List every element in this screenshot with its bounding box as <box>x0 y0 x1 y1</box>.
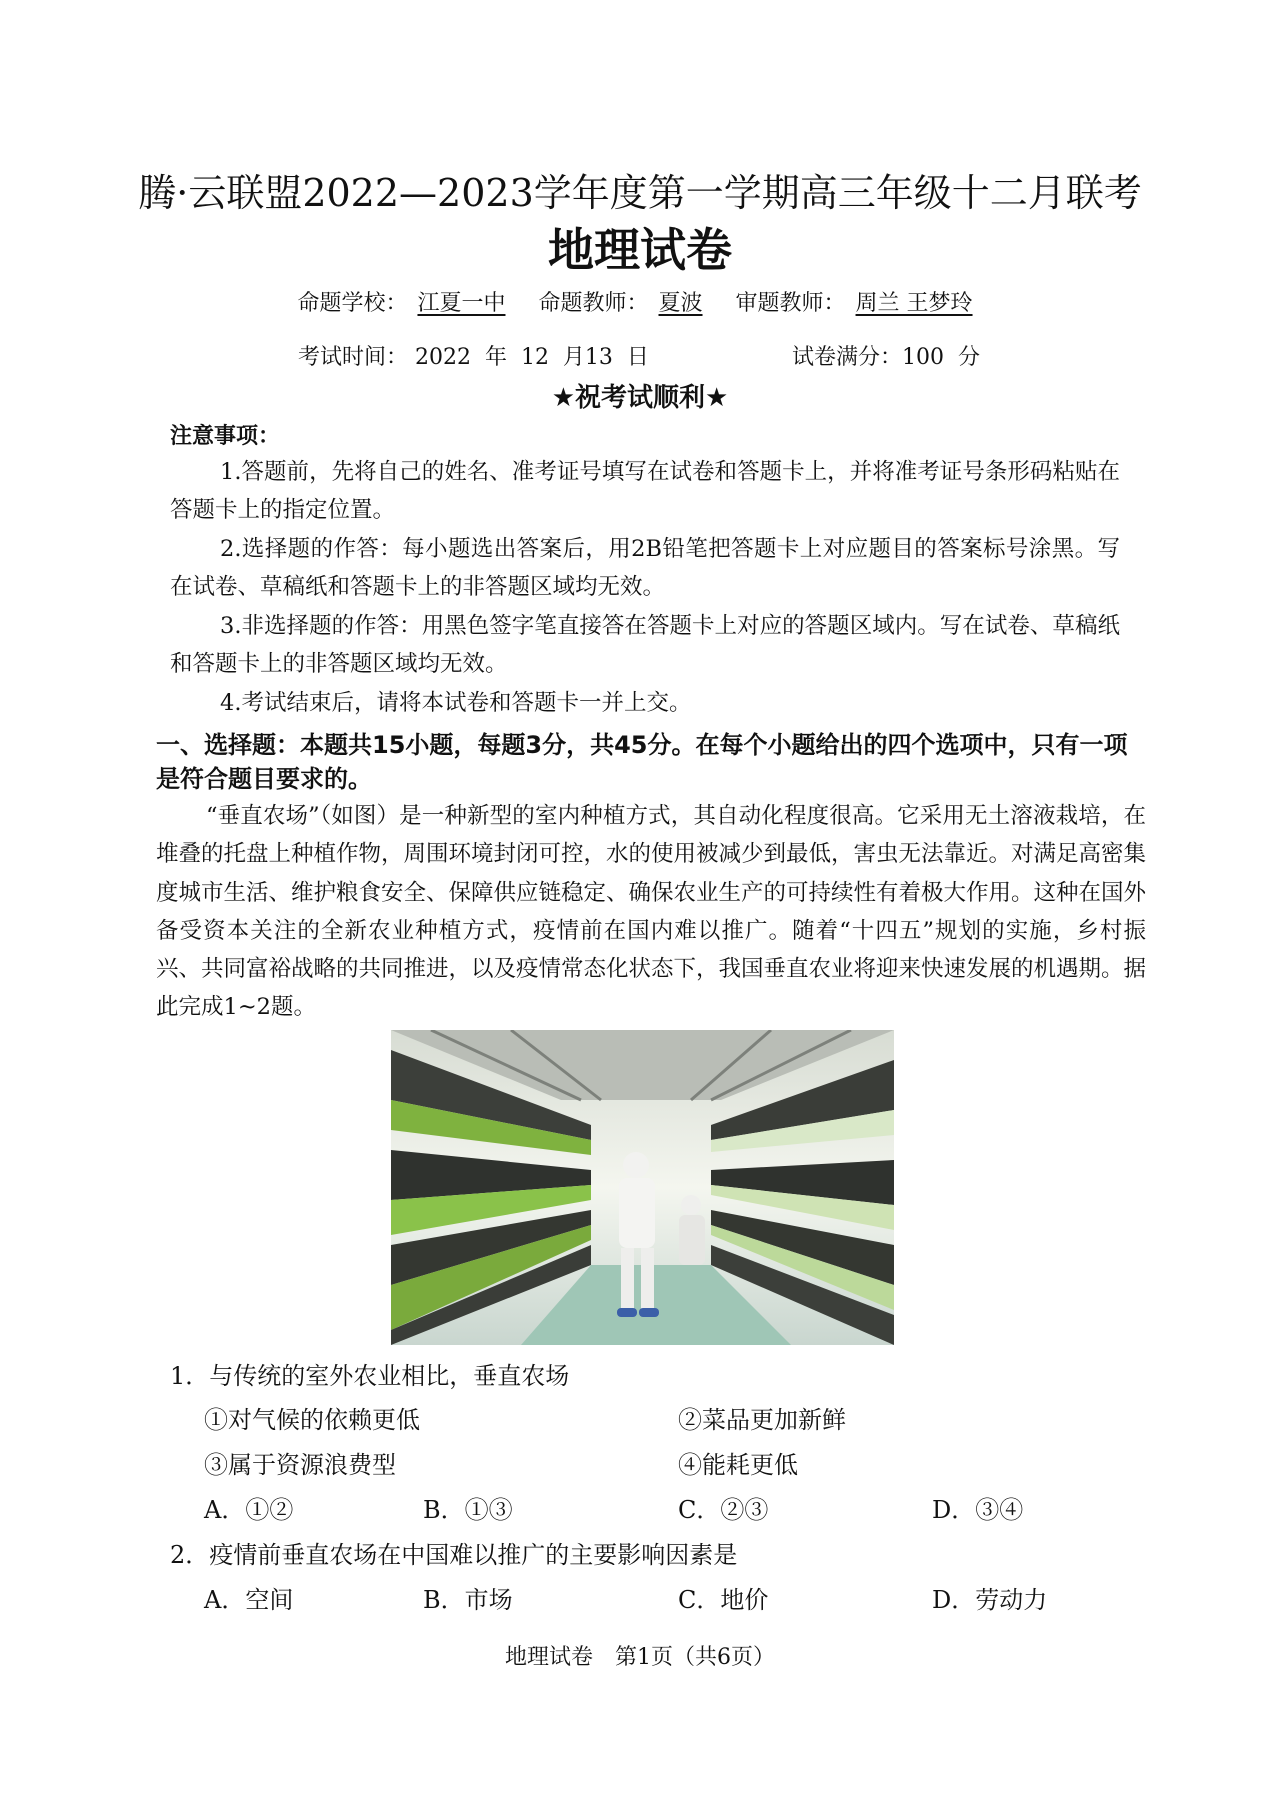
option-a: A．①② <box>204 1496 294 1524</box>
option-d: D．③④ <box>932 1496 1024 1524</box>
good-luck-banner: ★祝考试顺利★ <box>551 383 729 413</box>
exam-time: 考试时间： 2022 年 12 月13 日 <box>298 345 649 370</box>
notice-item: 4.考试结束后，请将本试卷和答题卡一并上交。 <box>220 690 692 716</box>
notice-item: 2.选择题的作答：每小题选出答案后，用2B铅笔把答题卡上对应题目的答案标号涂黑。写在试卷、草稿纸和答题卡上的非答题区域均无效。 <box>170 536 1120 600</box>
statement: ③属于资源浪费型 <box>204 1451 396 1479</box>
statement: ④能耗更低 <box>678 1451 798 1479</box>
subject-title: 地理试卷 <box>548 223 732 277</box>
option-b: B．①③ <box>423 1496 513 1524</box>
notice-item: 3.非选择题的作答：用黑色签字笔直接答在答题卡上对应的答题区域内。写在试卷、草稿纸和答题卡上的非答题区域均无效。 <box>170 613 1120 677</box>
page-footer: 地理试卷 第1页（共6页） <box>505 1645 775 1670</box>
section-heading: 一、选择题：本题共15小题，每题3分，共45分。在每个小题给出的四个选项中，只有一项是符合题目要求的。 <box>156 731 1128 793</box>
full-score: 试卷满分：100 分 <box>792 345 980 370</box>
statement: ②菜品更加新鲜 <box>678 1406 846 1434</box>
question-stem: 1．与传统的室外农业相比，垂直农场 <box>170 1362 570 1390</box>
proposer-school: 江夏一中 <box>417 291 506 316</box>
reviewer-label: 审题教师： <box>735 291 846 316</box>
exam-title: 腾·云联盟2022—2023学年度第一学期高三年级十二月联考 <box>138 171 1142 215</box>
proposer-teacher-label: 命题教师： <box>538 291 649 316</box>
proposer-teacher: 夏波 <box>658 291 703 316</box>
proposer-school-label: 命题学校： <box>297 291 408 316</box>
vertical-farm-photo <box>391 1030 894 1345</box>
option-a: A．空间 <box>204 1586 294 1614</box>
proposer-line <box>0 286 1280 317</box>
option-d: D．劳动力 <box>932 1586 1048 1614</box>
notice-heading: 注意事项： <box>170 424 281 449</box>
option-b: B．市场 <box>423 1586 513 1614</box>
statement: ①对气候的依赖更低 <box>204 1406 420 1434</box>
option-c: C．②③ <box>678 1496 769 1524</box>
option-c: C．地价 <box>678 1586 769 1614</box>
reviewers: 周兰 王梦玲 <box>855 291 973 316</box>
question-stem: 2．疫情前垂直农场在中国难以推广的主要影响因素是 <box>170 1541 738 1569</box>
material-paragraph: “垂直农场”（如图）是一种新型的室内种植方式，其自动化程度很高。它采用无土溶液栽培，在堆叠的托盘上种植作物，周围环境封闭可控，水的使用被减少到最低，害虫无法靠近。对满足高密集度城市生活、维护粮食安全、保障供应链稳定、确保农业生产的可持续性有着极大作用。这种在国外备受资本关注的全新农业种植方式，疫情前在国内难以推广。随着“十四五”规划的实施，乡村振兴、共同富裕战略的共同推进，以及疫情常态化状态下，我国垂直农业将迎来快速发展的机遇期。据此完成1~2题。 <box>156 803 1147 1021</box>
notice-item: 1.答题前，先将自己的姓名、准考证号填写在试卷和答题卡上，并将准考证号条形码粘贴在答题卡上的指定位置。 <box>170 459 1120 523</box>
